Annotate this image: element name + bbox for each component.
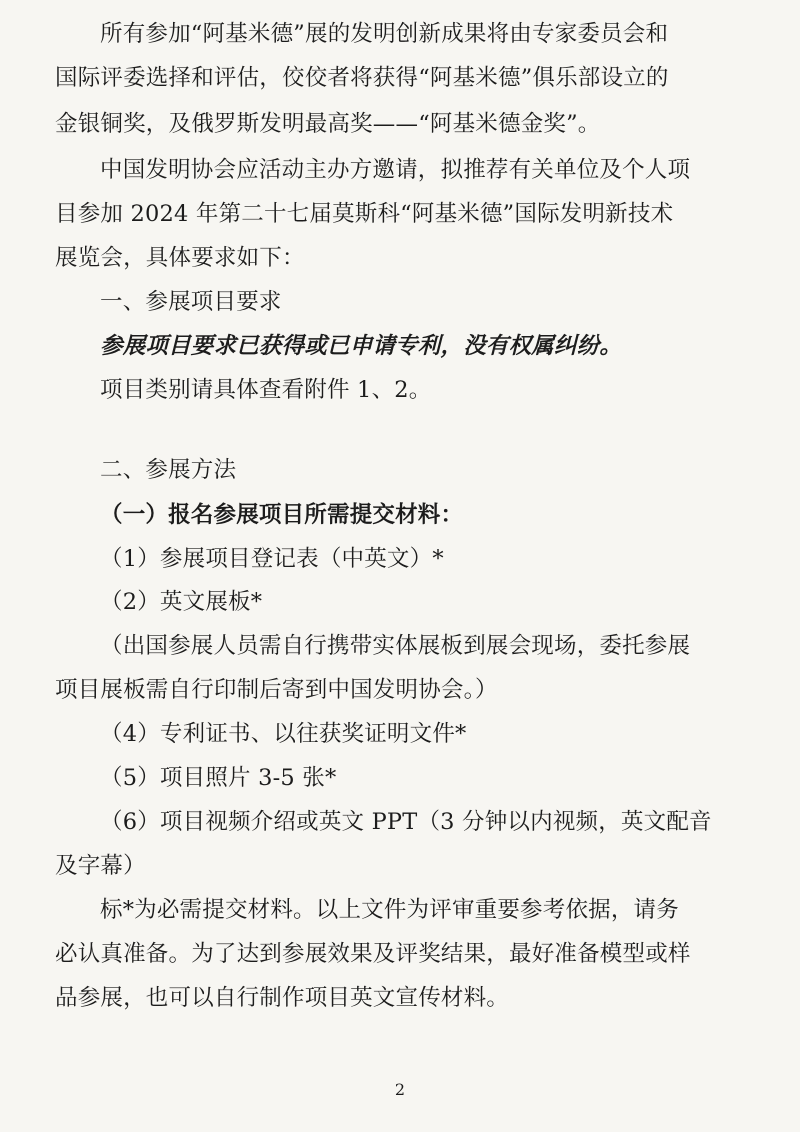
text-line: 中国发明协会应活动主办方邀请，拟推荐有关单位及个人项 [100, 157, 691, 183]
text-line: 项目类别请具体查看附件 1、2。 [100, 377, 432, 403]
text-line: 国际评委选择和评估，佼佼者将获得“阿基米德”俱乐部设立的 [55, 65, 669, 91]
section-heading-2: 二、参展方法 [100, 457, 237, 483]
text-line: 标*为必需提交材料。以上文件为评审重要参考依据，请务 [100, 897, 679, 923]
subsection-heading: （一）报名参展项目所需提交材料： [100, 502, 464, 528]
requirement-emphasis: 参展项目要求已获得或已申请专利，没有权属纠纷。 [100, 333, 623, 359]
section-heading-1: 一、参展项目要求 [100, 289, 282, 315]
text-line: 所有参加“阿基米德”展的发明创新成果将由专家委员会和 [100, 21, 669, 47]
list-item: （5）项目照片 3-5 张* [100, 765, 337, 791]
text-line: 项目展板需自行印制后寄到中国发明协会。） [55, 677, 498, 703]
text-line: 金银铜奖，及俄罗斯发明最高奖——“阿基米德金奖”。 [55, 111, 601, 137]
text-line: 必认真准备。为了达到参展效果及评奖结果，最好准备模型或样 [55, 941, 691, 967]
list-item: （1）参展项目登记表（中英文）* [100, 546, 444, 572]
text-line: 品参展，也可以自行制作项目英文宣传材料。 [55, 985, 510, 1011]
list-item: （4）专利证书、以往获奖证明文件* [100, 721, 467, 747]
list-item: （2）英文展板* [100, 589, 263, 615]
list-item: （6）项目视频介绍或英文 PPT（3 分钟以内视频，英文配音 [100, 809, 712, 835]
text-line: 展览会，具体要求如下： [55, 245, 305, 271]
text-line: （出国参展人员需自行携带实体展板到展会现场，委托参展 [100, 633, 691, 659]
text-line: 目参加 2024 年第二十七届莫斯科“阿基米德”国际发明新技术 [55, 201, 674, 227]
page-number: 2 [394, 1080, 406, 1099]
text-line: 及字幕） [55, 853, 146, 879]
